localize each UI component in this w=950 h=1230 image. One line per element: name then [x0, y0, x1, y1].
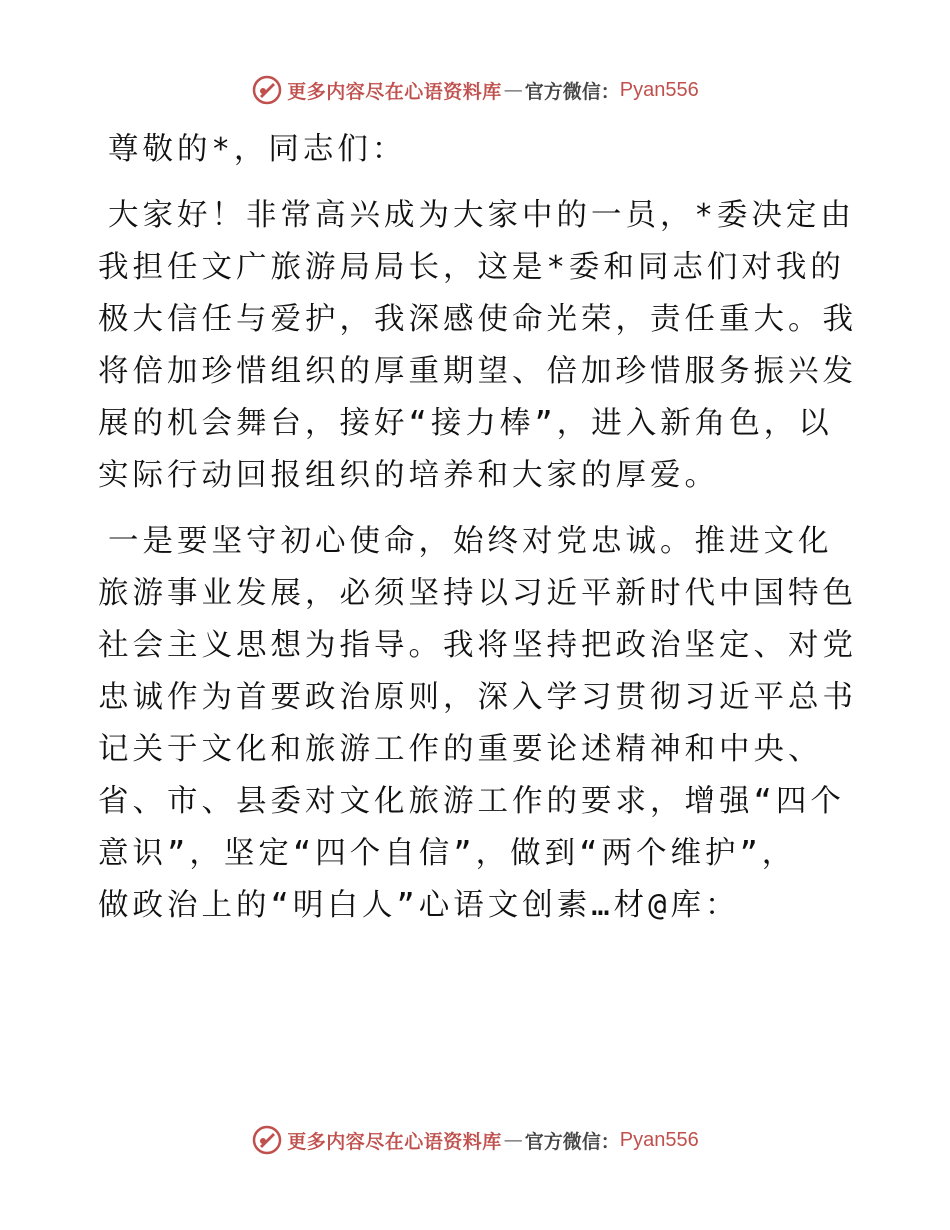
paragraph-2: [98, 516, 858, 932]
banner-wechat-id: Pyan556: [619, 78, 699, 101]
paragraph-line: 大家好！非常高兴成为大家中的一员，*委决定由: [108, 198, 855, 233]
paragraph-line: 将倍加珍惜组织的厚重期望、倍加珍惜服务振兴发: [98, 354, 857, 389]
banner-sub-text: 官方微信：: [524, 80, 620, 103]
paragraph-line: 省、市、县委对文化旅游工作的要求，增强“四个: [98, 784, 845, 819]
banner-dash: —: [503, 1129, 523, 1151]
footer-watermark-banner: [0, 1120, 950, 1160]
quill-logo-icon: [251, 74, 283, 106]
paragraph-1: [98, 190, 858, 502]
banner-main-text: 更多内容尽在心语资料库: [287, 80, 502, 103]
paragraph-line: 旅游事业发展，必须坚持以习近平新时代中国特色: [98, 576, 857, 611]
paragraph-line: 展的机会舞台，接好“接力棒”，进入新角色，以: [98, 406, 833, 441]
salutation: 尊敬的*，同志们：: [108, 132, 407, 167]
paragraph-line: 忠诚作为首要政治原则，深入学习贯彻习近平总书: [98, 680, 857, 715]
paragraph-line: 做政治上的“明白人”心语文创素…材@库：: [98, 888, 740, 923]
paragraph-line: 实际行动回报组织的培养和大家的厚爱。: [98, 458, 719, 493]
quill-logo-icon: [251, 1124, 283, 1156]
paragraph-line: 社会主义思想为指导。我将坚持把政治坚定、对党: [98, 628, 857, 663]
document-body: [98, 124, 858, 946]
paragraph-line: 一是要坚守初心使命，始终对党忠诚。推进文化: [108, 524, 833, 559]
paragraph-line: 意识”，坚定“四个自信”，做到“两个维护”，: [98, 836, 797, 871]
paragraph-line: 极大信任与爱护，我深感使命光荣，责任重大。我: [98, 302, 857, 337]
paragraph-line: 记关于文化和旅游工作的重要论述精神和中央、: [98, 732, 823, 767]
paragraph-line: 我担任文广旅游局局长，这是*委和同志们对我的: [98, 250, 845, 285]
banner-main-text: 更多内容尽在心语资料库: [287, 1130, 502, 1153]
header-watermark-banner: [0, 70, 950, 110]
banner-sub-text: 官方微信：: [524, 1130, 620, 1153]
banner-wechat-id: Pyan556: [619, 1128, 699, 1151]
banner-dash: —: [503, 79, 523, 101]
